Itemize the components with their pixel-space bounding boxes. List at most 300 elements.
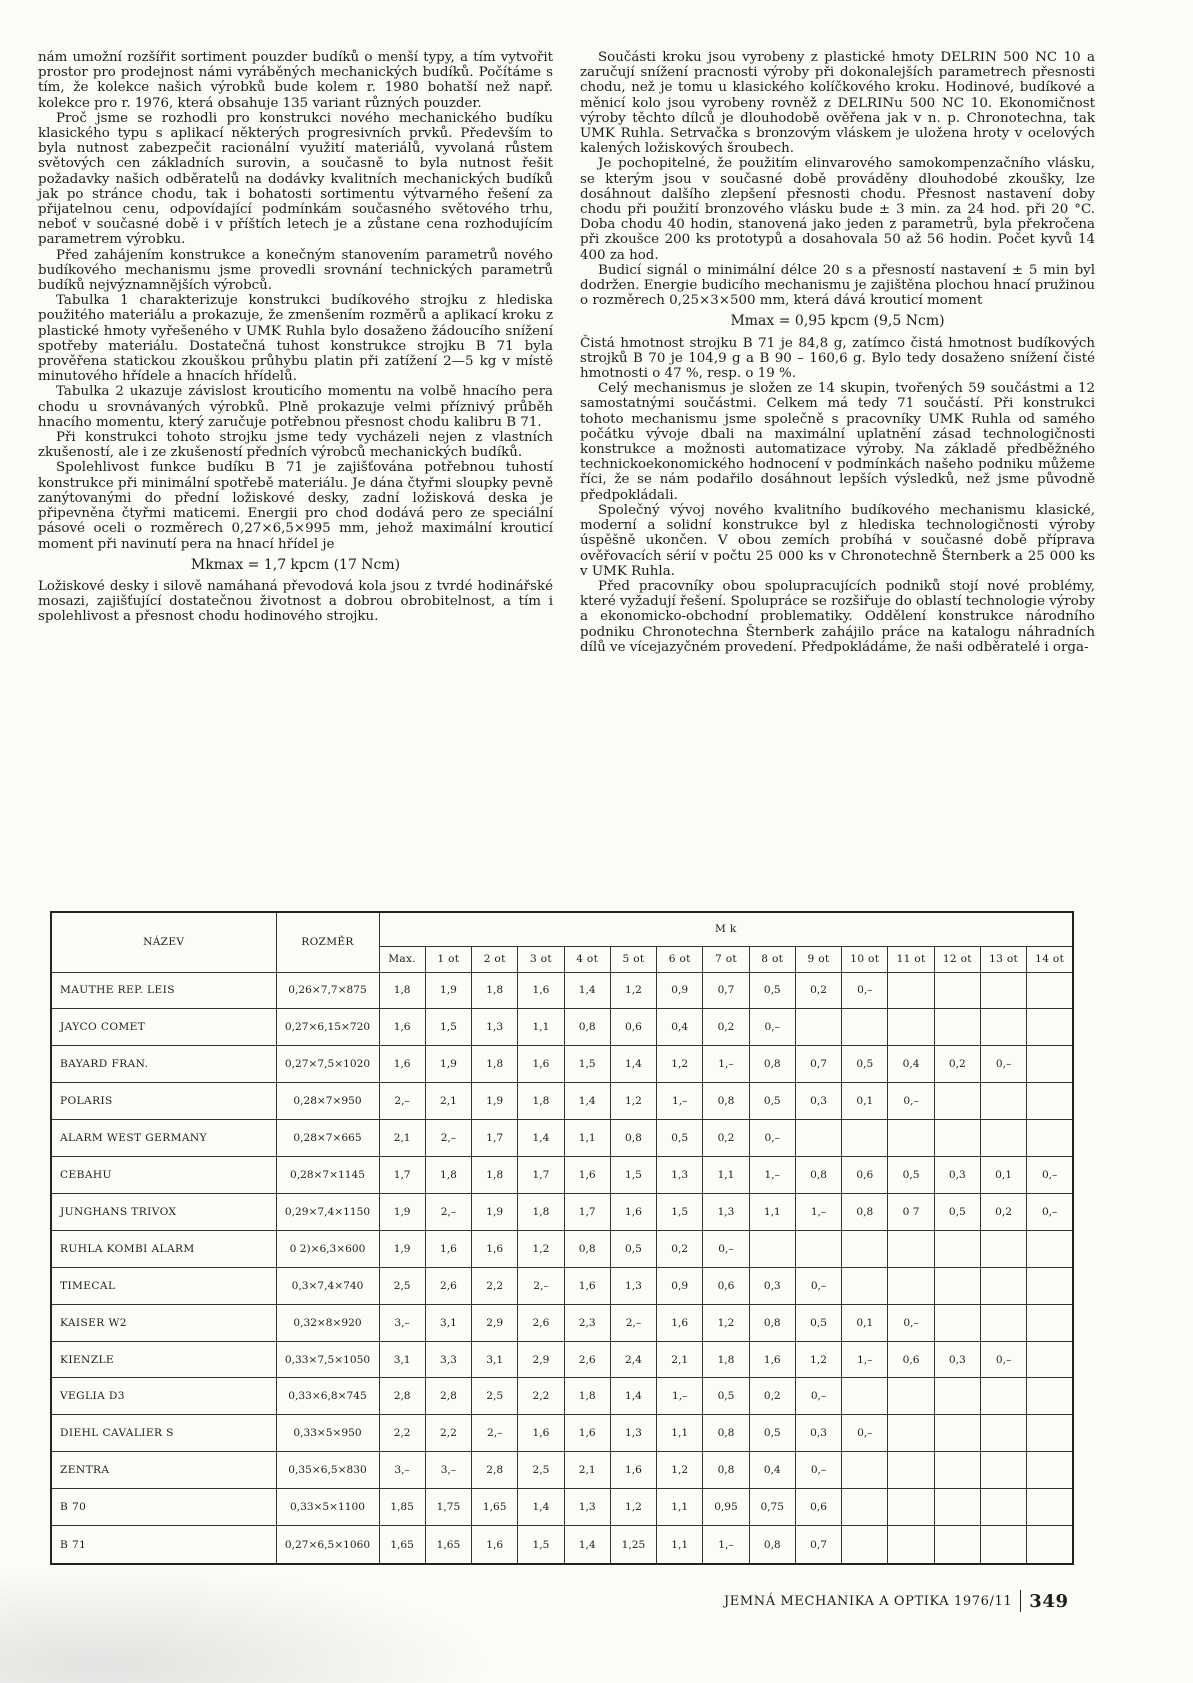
table-cell [980, 1526, 1026, 1564]
table-cell: 0,3 [934, 1341, 980, 1378]
table-cell: 1,1 [657, 1415, 703, 1452]
table-cell: 1,– [795, 1193, 841, 1230]
paragraph: Budicí signál o minimální délce 20 s a přesností nastavení ± 5 min byl dodržen. Energie budicího mechanismu je zajištěna plochou hnací pružinou o rozměrech 0,25×3×500 mm, která dává krouticí moment [580, 262, 1095, 309]
table-cell: 0,– [795, 1267, 841, 1304]
table-cell: 0,1 [842, 1304, 888, 1341]
table-cell: 1,3 [703, 1193, 749, 1230]
table-cell [842, 1489, 888, 1526]
paragraph: Celý mechanismus je složen ze 14 skupin, tvořených 59 součástmi a 12 samostatnými součástmi. Celkem má tedy 71 součástí. Při konstrukci tohoto mechanismu jsme společně s pracovníky UMK Ruhla od samého počátku vývoje dbali na maximální uplatnění zásad technologičnosti konstrukce a možnosti automatizace výroby. Na základě předběžného technickoekonomického hodnocení v podmínkách našeho podniku můžeme říci, že se nám podařilo dosáhnout lepších výsledků, než jsme původně předpokládali. [580, 381, 1095, 503]
column-header: 6 ot [657, 946, 703, 972]
table-cell [934, 1304, 980, 1341]
table-cell: 1,9 [472, 1083, 518, 1120]
table-cell: 1,3 [564, 1489, 610, 1526]
table-cell: 0,2 [703, 1009, 749, 1046]
table-cell [1027, 1526, 1073, 1564]
table-cell [1027, 972, 1073, 1009]
table-row [51, 1230, 1073, 1267]
table-cell: 0,– [888, 1304, 934, 1341]
table-cell [795, 1120, 841, 1157]
table-cell: 2,1 [425, 1083, 471, 1120]
table-cell: 1,9 [379, 1193, 425, 1230]
table-cell: 2,8 [379, 1378, 425, 1415]
table-cell [795, 1009, 841, 1046]
table-cell: 0,5 [749, 1083, 795, 1120]
table-cell: 1,1 [657, 1526, 703, 1564]
column-header: Max. [379, 946, 425, 972]
table-cell [888, 1489, 934, 1526]
paragraph: Společný vývoj nového kvalitního budíkového mechanismu klasické, moderní a solidní konstrukce byl z hlediska technologičnosti výroby úspěšně ukončen. V obou zemích probíhá v současné době příprava ověřovacích sérií v počtu 25 000 ks v Chronotechně Šternberk a 25 000 ks v UMK Ruhla. [580, 502, 1095, 579]
table-cell: 0,8 [842, 1193, 888, 1230]
table-cell: 0,4 [657, 1009, 703, 1046]
table-cell: 1,75 [425, 1489, 471, 1526]
paragraph: Před pracovníky obou spolupracujících podniků stojí nové problémy, které vyžadují řešení. Spolupráce se rozšiřuje do oblastí technologie výroby a ekonomicko-obchodní problematiky. Oddělení konstrukce národního podniku Chronotechna Šternberk zahájilo práce na katalogu náhradních dílů ve vícejazyčném provedení. Předpokládáme, že naši odběratelé i orga- [580, 578, 1095, 655]
column-header: 14 ot [1027, 946, 1073, 972]
table-cell: 0,8 [564, 1230, 610, 1267]
row-name: BAYARD FRAN. [51, 1046, 276, 1083]
table-row [51, 1267, 1073, 1304]
table-cell: 1,8 [472, 1157, 518, 1194]
table-cell: 0,8 [703, 1452, 749, 1489]
table-cell: 0,6 [610, 1009, 656, 1046]
table-cell: 0,5 [749, 972, 795, 1009]
column-header: 5 ot [610, 946, 656, 972]
table-cell [842, 1009, 888, 1046]
table-cell: 0,5 [934, 1193, 980, 1230]
table-cell [842, 1267, 888, 1304]
table-cell: 2,2 [472, 1267, 518, 1304]
row-name: B 70 [51, 1489, 276, 1526]
table-row [51, 1046, 1073, 1083]
table-cell: 1,65 [379, 1526, 425, 1564]
table-cell: 2,– [610, 1304, 656, 1341]
table-row [51, 1378, 1073, 1415]
table-cell: 0,8 [795, 1157, 841, 1194]
table-cell: 0,5 [749, 1415, 795, 1452]
table-cell: 1,4 [564, 1083, 610, 1120]
table-cell [1027, 1120, 1073, 1157]
row-name: ALARM WEST GERMANY [51, 1120, 276, 1157]
table-cell [934, 1526, 980, 1564]
table-cell: 1,6 [425, 1230, 471, 1267]
table-cell: 1,3 [610, 1415, 656, 1452]
table-cell: 2,6 [564, 1341, 610, 1378]
table-cell: 2,3 [564, 1304, 610, 1341]
table-cell: 1,6 [472, 1526, 518, 1564]
table-cell [749, 1230, 795, 1267]
footer-divider [1020, 1590, 1021, 1612]
table-cell: 1,– [703, 1046, 749, 1083]
header-mk-group: M k [379, 912, 1073, 946]
table-cell: 2,1 [564, 1452, 610, 1489]
table-cell: 1,6 [518, 1415, 564, 1452]
paragraph: Je pochopitelné, že použitím elinvarového samokompenzačního vlásku, se kterým jsou v současné době prováděny dlouhodobé zkoušky, lze dosáhnout dalšího zlepšení přesnosti chodu. Přesnost nastavení doby chodu při použití bronzového vlásku bude ± 3 min. za 24 hod. při 20 °C. Doba chodu 40 hodin, stanovená jako jeden z parametrů, byla překročena při zkoušce 200 ks prototypů a dosahovala 50 až 56 hodin. Počet kyvů 14 400 za hod. [580, 156, 1095, 263]
column-header: 13 ot [980, 946, 1026, 972]
table-cell: 1,25 [610, 1526, 656, 1564]
table-cell: 0,3 [795, 1415, 841, 1452]
table-cell [934, 1230, 980, 1267]
table-cell: 1,8 [518, 1083, 564, 1120]
table-cell: 1,8 [472, 972, 518, 1009]
row-size: 0,33×7,5×1050 [276, 1341, 379, 1378]
table-cell: 1,5 [610, 1157, 656, 1194]
table-cell [888, 1452, 934, 1489]
table-cell: 2,8 [425, 1378, 471, 1415]
table-cell: 0,1 [842, 1083, 888, 1120]
table-cell: 0,– [980, 1046, 1026, 1083]
table-cell: 1,8 [472, 1046, 518, 1083]
table-cell [1027, 1046, 1073, 1083]
table-cell: 1,4 [564, 972, 610, 1009]
table-cell [795, 1230, 841, 1267]
row-name: JAYCO COMET [51, 1009, 276, 1046]
page-footer [724, 1588, 1074, 1614]
table-cell: 1,– [842, 1341, 888, 1378]
table-cell: 1,3 [610, 1267, 656, 1304]
row-name: B 71 [51, 1526, 276, 1564]
table-cell: 0,2 [703, 1120, 749, 1157]
table-cell: 2,8 [472, 1452, 518, 1489]
table-cell: 2,9 [518, 1341, 564, 1378]
table-row [51, 1193, 1073, 1230]
table-cell: 1,7 [379, 1157, 425, 1194]
table-cell [980, 1267, 1026, 1304]
column-header: 11 ot [888, 946, 934, 972]
row-size: 0,28×7×1145 [276, 1157, 379, 1194]
table-cell: 2,– [425, 1120, 471, 1157]
table-cell [980, 1415, 1026, 1452]
table-cell: 1,6 [472, 1230, 518, 1267]
table-cell [980, 1230, 1026, 1267]
table-cell: 2,2 [379, 1415, 425, 1452]
paragraph: Tabulka 2 ukazuje závislost krouticího momentu na volbě hnacího pera chodu u srovnávaných výrobků. Plně prokazuje velmi příznivý průběh hnacího momentu, který zaručuje potřebnou přesnost chodu kalibru B 71. [38, 384, 553, 430]
column-header: 4 ot [564, 946, 610, 972]
table-cell [1027, 1009, 1073, 1046]
table-cell: 2,– [425, 1193, 471, 1230]
table-cell: 1,8 [518, 1193, 564, 1230]
column-header: 1 ot [425, 946, 471, 972]
table-cell: 1,9 [425, 972, 471, 1009]
table-cell: 0,95 [703, 1489, 749, 1526]
table-cell: 1,6 [564, 1415, 610, 1452]
table-cell: 0,5 [610, 1230, 656, 1267]
row-size: 0,28×7×950 [276, 1083, 379, 1120]
table-cell: 1,4 [518, 1489, 564, 1526]
row-name: MAUTHE REP. LEIS [51, 972, 276, 1009]
paragraph: Při konstrukci tohoto strojku jsme tedy vycházeli nejen z vlastních zkušeností, ale i ze zkušeností předních výrobců mechanických budíků. [38, 430, 553, 461]
table-cell: 3,1 [472, 1341, 518, 1378]
table-cell [842, 1526, 888, 1564]
table-cell: 1,8 [425, 1157, 471, 1194]
table-cell: 1,6 [379, 1009, 425, 1046]
table-cell: 1,– [657, 1378, 703, 1415]
row-size: 0,27×6,15×720 [276, 1009, 379, 1046]
table-cell: 0,– [749, 1009, 795, 1046]
torque-table [50, 911, 1072, 1565]
table-cell: 1,2 [703, 1304, 749, 1341]
table-cell [1027, 1083, 1073, 1120]
table-row [51, 1009, 1073, 1046]
table-cell: 0,6 [703, 1267, 749, 1304]
table-cell: 0,7 [703, 972, 749, 1009]
paragraph: Součásti kroku jsou vyrobeny z plastické hmoty DELRIN 500 NC 10 a zaručují snížení pracnosti výroby při dokonalejších parametrech přesnosti chodu, než je tomu u klasického kolíčkového kroku. Hodinové, budíkové a měnicí kolo jsou vyrobeny rovněž z DELRINu 500 NC 10. Ekonomičnost výroby těchto dílců je dlouhodobě ověřena jak v n. p. Chronotechna, tak UMK Ruhla. Setrvačka s bronzovým vláskem je uložena hroty v ocelových kalených ložiskových šroubech. [580, 50, 1095, 157]
table-cell [980, 1304, 1026, 1341]
table-cell: 1,8 [379, 972, 425, 1009]
table-cell: 1,9 [425, 1046, 471, 1083]
table-cell: 0,4 [888, 1046, 934, 1083]
table-cell [888, 1378, 934, 1415]
table-cell: 0,9 [657, 972, 703, 1009]
table-cell: 2,9 [472, 1304, 518, 1341]
table-cell: 1,2 [518, 1230, 564, 1267]
table-cell [934, 1415, 980, 1452]
table-cell: 1,6 [610, 1452, 656, 1489]
table-cell: 1,3 [657, 1157, 703, 1194]
table-cell [888, 1526, 934, 1564]
table-cell [1027, 1341, 1073, 1378]
table-cell: 1,1 [749, 1193, 795, 1230]
column-header: 3 ot [518, 946, 564, 972]
table-cell: 0,– [795, 1452, 841, 1489]
table-cell: 0,8 [564, 1009, 610, 1046]
table-cell [934, 1378, 980, 1415]
column-header: 12 ot [934, 946, 980, 972]
row-size: 0,35×6,5×830 [276, 1452, 379, 1489]
table-cell [842, 1230, 888, 1267]
table-cell: 0,– [749, 1120, 795, 1157]
table-cell: 0,8 [703, 1083, 749, 1120]
table-cell: 0,5 [795, 1304, 841, 1341]
table-cell [888, 1267, 934, 1304]
table-cell: 0,– [980, 1341, 1026, 1378]
row-name: RUHLA KOMBI ALARM [51, 1230, 276, 1267]
table-cell: 1,6 [518, 1046, 564, 1083]
row-name: DIEHL CAVALIER S [51, 1415, 276, 1452]
table-cell [888, 1230, 934, 1267]
table-cell [888, 972, 934, 1009]
table-row [51, 1415, 1073, 1452]
table-cell: 1,– [749, 1157, 795, 1194]
table-cell: 1,9 [379, 1230, 425, 1267]
table-cell [934, 1267, 980, 1304]
table-cell: 2,1 [657, 1341, 703, 1378]
table-cell [934, 1083, 980, 1120]
table-cell: 1,5 [518, 1526, 564, 1564]
table-cell: 2,6 [425, 1267, 471, 1304]
table-cell: 1,1 [703, 1157, 749, 1194]
table-row [51, 1489, 1073, 1526]
table-cell: 1,8 [703, 1341, 749, 1378]
table-cell [888, 1120, 934, 1157]
row-size: 0,3×7,4×740 [276, 1267, 379, 1304]
row-size: 0,32×8×920 [276, 1304, 379, 1341]
table-cell [1027, 1230, 1073, 1267]
table-cell [980, 1452, 1026, 1489]
table-cell: 0,– [842, 972, 888, 1009]
table-cell: 1,4 [610, 1046, 656, 1083]
table-row [51, 1304, 1073, 1341]
table-cell: 1,6 [657, 1304, 703, 1341]
row-size: 0,27×7,5×1020 [276, 1046, 379, 1083]
row-name: CEBAHU [51, 1157, 276, 1194]
table-row [51, 1120, 1073, 1157]
paragraph: Čistá hmotnost strojku B 71 je 84,8 g, zatímco čistá hmotnost budíkových strojků B 70 je 104,9 g a B 90 – 160,6 g. Bylo tedy dosaženo snížení čisté hmotnosti o 47 %, resp. o 19 %. [580, 335, 1095, 382]
paragraph: Před zahájením konstrukce a konečným stanovením parametrů nového budíkového mechanismu jsme provedli srovnání technických parametrů budíků nejvýznamnějších výrobců. [38, 247, 553, 294]
table-cell: 1,6 [564, 1157, 610, 1194]
table-cell: 0,8 [703, 1415, 749, 1452]
table-cell [842, 1378, 888, 1415]
right-column [580, 50, 1095, 655]
header-name: NÁZEV [51, 912, 276, 972]
table-cell [980, 1083, 1026, 1120]
table-cell: 1,5 [425, 1009, 471, 1046]
table-cell: 1,7 [564, 1193, 610, 1230]
table-cell: 1,4 [564, 1526, 610, 1564]
table-row [51, 1452, 1073, 1489]
table-cell [980, 972, 1026, 1009]
row-size: 0,27×6,5×1060 [276, 1526, 379, 1564]
table-cell: 0,3 [749, 1267, 795, 1304]
row-name: JUNGHANS TRIVOX [51, 1193, 276, 1230]
table-cell: 1,– [703, 1526, 749, 1564]
paragraph: Ložiskové desky i silově namáhaná převodová kola jsou z tvrdé hodinářské mosazi, zajišťující dostatečnou životnost a dobrou obrobitelnost, a tím i spolehlivost a přesnost chodu hodinového strojku. [38, 578, 553, 625]
table-cell: 1,6 [749, 1341, 795, 1378]
table-cell: 2,1 [379, 1120, 425, 1157]
table-cell: 2,5 [518, 1452, 564, 1489]
table-cell: 0,8 [749, 1304, 795, 1341]
table-cell: 1,1 [564, 1120, 610, 1157]
row-size: 0,28×7×665 [276, 1120, 379, 1157]
paragraph: Spolehlivost funkce budíku B 71 je zajišťována potřebnou tuhostí konstrukce při minimální spotřebě materiálu. Je dána čtyřmi sloupky pevně zanýtovanými do přední ložiskové desky, zadní ložisková deska je připevněna čtyřmi maticemi. Energii pro chod dodává pero ze speciální pásové oceli o rozměrech 0,27×6,5×995 mm, jehož maximální krouticí moment při navinutí pera na hnací hřídel je [38, 460, 553, 552]
row-size: 0,26×7,7×875 [276, 972, 379, 1009]
table-cell: 1,3 [472, 1009, 518, 1046]
table-cell: 0,5 [703, 1378, 749, 1415]
table-cell [842, 1452, 888, 1489]
table-cell [934, 1120, 980, 1157]
table-cell: 0,2 [795, 972, 841, 1009]
table-cell: 2,5 [472, 1378, 518, 1415]
table-cell [934, 1452, 980, 1489]
table-row [51, 1083, 1073, 1120]
table-cell: 1,5 [657, 1193, 703, 1230]
table-row [51, 1526, 1073, 1564]
table-cell: 0,8 [749, 1046, 795, 1083]
table-cell: 0,– [842, 1415, 888, 1452]
formula: Mkmax = 1,7 kpcm (17 Ncm) [190, 556, 401, 573]
table-cell: 1,1 [657, 1489, 703, 1526]
row-size: 0,33×6,8×745 [276, 1378, 379, 1415]
table-cell: 3,– [379, 1452, 425, 1489]
table-cell [980, 1489, 1026, 1526]
column-header: 7 ot [703, 946, 749, 972]
table-cell: 0,– [888, 1083, 934, 1120]
table-cell: 2,6 [518, 1304, 564, 1341]
table-cell: 3,1 [379, 1341, 425, 1378]
table-cell: 0,2 [657, 1230, 703, 1267]
table-cell: 1,5 [564, 1046, 610, 1083]
table-cell: 1,4 [518, 1120, 564, 1157]
table-cell [1027, 1304, 1073, 1341]
table-row [51, 1341, 1073, 1378]
table-cell [1027, 1267, 1073, 1304]
page-number: 349 [1029, 1590, 1069, 1612]
table-cell: 1,65 [425, 1526, 471, 1564]
row-name: TIMECAL [51, 1267, 276, 1304]
table-cell: 2,5 [379, 1267, 425, 1304]
column-header: 2 ot [472, 946, 518, 972]
table-cell: 0,– [1027, 1157, 1073, 1194]
table-cell: 0,5 [657, 1120, 703, 1157]
row-name: VEGLIA D3 [51, 1378, 276, 1415]
table-cell: 1,2 [610, 1083, 656, 1120]
row-size: 0 2)×6,3×600 [276, 1230, 379, 1267]
table-cell: 0,8 [749, 1526, 795, 1564]
table-cell: 0,9 [657, 1267, 703, 1304]
table-cell: 0,2 [934, 1046, 980, 1083]
table-cell [980, 1378, 1026, 1415]
table-cell: 2,2 [518, 1378, 564, 1415]
paragraph: Proč jsme se rozhodli pro konstrukci nového mechanického budíku klasického typu s aplikací některých progresivních prvků. Především to byla nutnost zabezpečit racionální využití materiálů, vyvolaná růstem světových cen základních surovin, a současně to byla nutnost řešit požadavky našich odběratelů na dodávky kvalitních mechanických budíků jak po stránce chodu, tak i bohatosti sortimentu výtvarného řešení za přijatelnou cenu, odpovídající podmínkám současného světového trhu, neboť v současné době i v příštích letech je a zůstane cena rozhodujícím parametrem výrobku. [38, 110, 553, 248]
table-cell: 3,– [425, 1452, 471, 1489]
table-cell: 1,1 [518, 1009, 564, 1046]
column-header: 9 ot [795, 946, 841, 972]
table-cell [980, 1120, 1026, 1157]
table-cell: 0,6 [888, 1341, 934, 1378]
table-cell: 1,85 [379, 1489, 425, 1526]
table-cell: 0,3 [795, 1083, 841, 1120]
table-cell: 2,– [472, 1415, 518, 1452]
row-size: 0,33×5×1100 [276, 1489, 379, 1526]
paragraph: Tabulka 1 charakterizuje konstrukci budíkového strojku z hlediska použitého materiálu a prokazuje, že zmenšením rozměrů a aplikací kroku z plastické hmoty vyřešeného v UMK Ruhla bylo dosaženo žádoucího snížení spotřeby materiálu. Dostatečná tuhost konstrukce strojku B 71 byla prověřena statickou zkouškou průhybu platin při zatížení 2—5 kg v místě minutového hřídele a hnacích hřídelů. [38, 293, 553, 385]
header-size: ROZMĚR [276, 912, 379, 972]
table-row [51, 972, 1073, 1009]
table-cell: 1,6 [610, 1193, 656, 1230]
table-cell: 1,6 [518, 972, 564, 1009]
table-cell: 1,2 [610, 1489, 656, 1526]
data-table [50, 911, 1074, 1565]
table-cell [980, 1009, 1026, 1046]
table-cell: 1,8 [564, 1378, 610, 1415]
table-cell [888, 1415, 934, 1452]
table-cell: 2,4 [610, 1341, 656, 1378]
table-cell: 1,9 [472, 1193, 518, 1230]
table-cell: 0,2 [749, 1378, 795, 1415]
column-header: 10 ot [842, 946, 888, 972]
row-size: 0,29×7,4×1150 [276, 1193, 379, 1230]
table-cell: 0,6 [795, 1489, 841, 1526]
table-cell [934, 972, 980, 1009]
table-cell [1027, 1452, 1073, 1489]
table-cell: 0,5 [888, 1157, 934, 1194]
table-cell: 3,3 [425, 1341, 471, 1378]
table-cell: 1,6 [379, 1046, 425, 1083]
table-cell: 3,1 [425, 1304, 471, 1341]
table-cell: 0,– [703, 1230, 749, 1267]
table-cell: 1,7 [518, 1157, 564, 1194]
table-cell: 2,– [379, 1083, 425, 1120]
table-cell [934, 1009, 980, 1046]
paragraph: nám umožní rozšířit sortiment pouzder budíků o menší typy, a tím vytvořit prostor pro prodejnost námi vyráběných mechanických budíků. Počítáme s tím, že kolekce našich výrobků bude kolem r. 1980 bohatší než např. kolekce pro r. 1976, která obsahuje 135 variant různých pouzder. [38, 50, 553, 111]
table-cell [934, 1489, 980, 1526]
table-cell: 0,– [1027, 1193, 1073, 1230]
table-cell: 0,6 [842, 1157, 888, 1194]
table-cell: 3,– [379, 1304, 425, 1341]
table-cell [1027, 1415, 1073, 1452]
table-cell [1027, 1489, 1073, 1526]
table-cell: 1,6 [564, 1267, 610, 1304]
table-cell: 0,5 [842, 1046, 888, 1083]
table-cell: 0,4 [749, 1452, 795, 1489]
page-shadow [0, 1560, 520, 1683]
